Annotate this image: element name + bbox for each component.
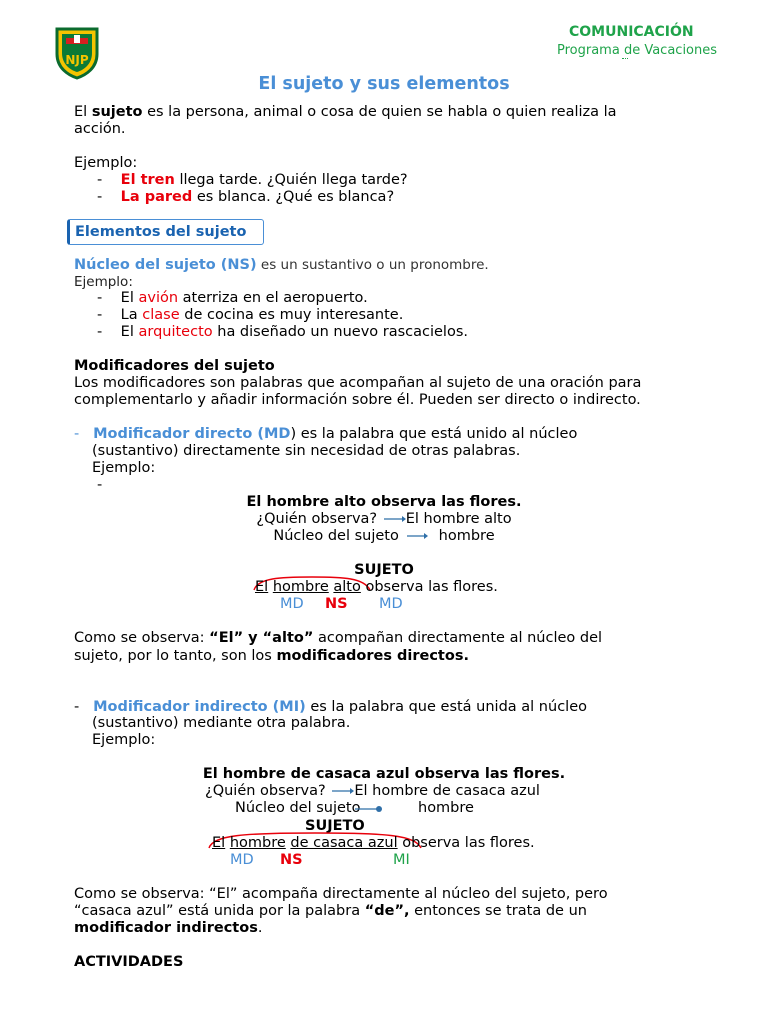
mi-example-label: Ejemplo: <box>92 732 156 748</box>
ns-definition: Núcleo del sujeto (NS) es un sustantivo o un pronombre. <box>74 257 489 273</box>
ns-example-label: Ejemplo: <box>74 274 133 290</box>
list-item: - El arquitecto ha diseñado un nuevo rascacielos. <box>97 324 468 340</box>
actividades-heading: ACTIVIDADES <box>74 954 184 970</box>
example-label: Ejemplo: <box>74 155 138 171</box>
mi-observation-2: “casaca azul” está unida por la palabra “de”, entonces se trata de un <box>74 903 587 919</box>
list-item: - La pared es blanca. ¿Qué es blanca? <box>97 189 395 205</box>
modificadores-heading: Modificadores del sujeto <box>74 358 275 374</box>
md-example-sentence: El hombre alto observa las flores. <box>246 494 522 510</box>
mi-definition-2: (sustantivo) mediante otra palabra. <box>92 715 351 731</box>
page-title: El sujeto y sus elementos <box>258 74 510 94</box>
modificadores-text-1: Los modificadores son palabras que acompañan al sujeto de una oración para <box>74 375 642 391</box>
md-tag: MD <box>230 852 254 868</box>
md-definition-1: - Modificador directo (MD) es la palabra que está unido al núcleo <box>74 426 578 442</box>
md-example-label: Ejemplo: <box>92 460 156 476</box>
mi-observation-3: modificador indirectos. <box>74 920 263 936</box>
header-dots <box>622 58 628 61</box>
mi-tag: MI <box>393 852 410 868</box>
mi-annotated-sentence: El hombre de casaca azul observa las flores. <box>212 835 535 851</box>
empty-bullet: - <box>97 477 103 493</box>
mi-observation-1: Como se observa: “El” acompaña directamente al núcleo del sujeto, pero <box>74 886 608 902</box>
list-item: - El avión aterriza en el aeropuerto. <box>97 290 368 306</box>
program-label: Programa de Vacaciones <box>557 43 718 58</box>
list-item: - El tren llega tarde. ¿Quién llega tarde? <box>97 172 408 188</box>
logo-text: NJP <box>65 53 89 67</box>
intro-line-2: acción. <box>74 121 126 137</box>
ns-tag: NS <box>325 596 348 612</box>
arrow-right-icon <box>353 803 383 815</box>
mi-question: ¿Quién observa? El hombre de casaca azul <box>205 783 540 799</box>
mi-definition-1: - Modificador indirecto (MI) es la palabra que está unida al núcleo <box>74 699 587 715</box>
arrow-right-icon <box>382 514 406 524</box>
arrow-right-icon <box>330 786 354 796</box>
intro-line-1: El sujeto es la persona, animal o cosa de quien se habla o quien realiza la <box>74 104 617 120</box>
arrow-right-icon <box>403 531 429 541</box>
mi-sujeto-label: SUJETO <box>305 818 365 834</box>
md-observation-2: sujeto, por lo tanto, son los modificadores directos. <box>74 648 469 664</box>
subject-label: COMUNICACIÓN <box>569 24 694 40</box>
modificadores-text-2: complementarlo y añadir información sobre él. Pueden ser directo o indirecto. <box>74 392 641 408</box>
md-tag: MD <box>379 596 403 612</box>
mi-example-sentence: El hombre de casaca azul observa las flores. <box>202 766 566 782</box>
md-annotated-sentence: El hombre alto observa las flores. <box>255 579 498 595</box>
ns-tag: NS <box>280 852 303 868</box>
school-logo <box>53 26 101 80</box>
md-tag: MD <box>280 596 304 612</box>
md-question: ¿Quién observa? El hombre alto <box>256 511 512 527</box>
section-box-elementos: Elementos del sujeto <box>67 219 264 245</box>
md-sujeto-label: SUJETO <box>354 562 414 578</box>
list-item: - La clase de cocina es muy interesante. <box>97 307 404 323</box>
mi-nucleus-line: Núcleo del sujeto hombre <box>235 800 474 816</box>
md-nucleus-line: Núcleo del sujeto hombre <box>273 528 495 544</box>
md-definition-2: (sustantivo) directamente sin necesidad de otras palabras. <box>92 443 521 459</box>
md-observation-1: Como se observa: “El” y “alto” acompañan directamente al núcleo del <box>74 630 603 646</box>
